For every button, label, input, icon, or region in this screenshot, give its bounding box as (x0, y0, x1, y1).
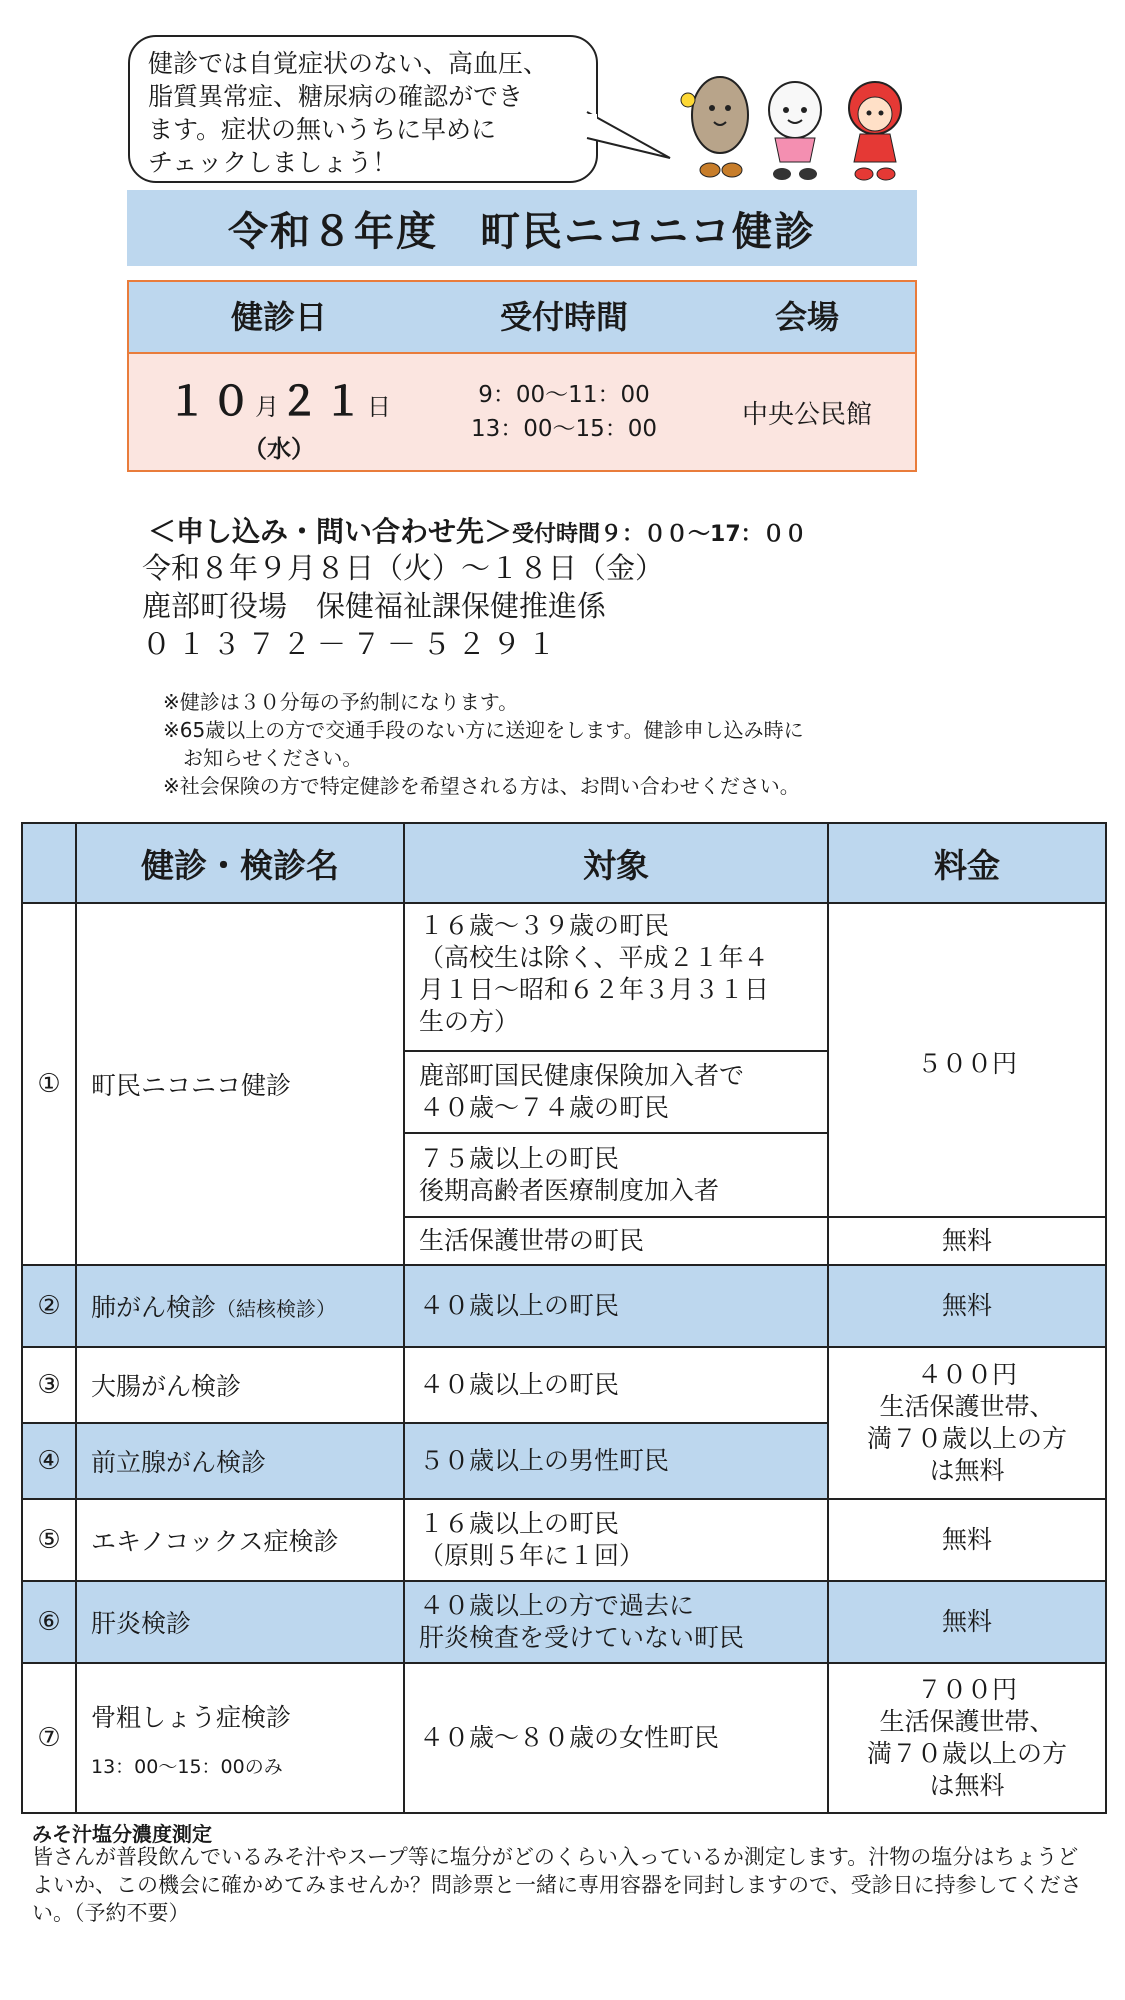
contact-hours: 受付時間９：００～17：００ (512, 522, 807, 547)
page-title: 令和８年度 町民ニコニコ健診 (127, 190, 917, 266)
bubble-tail (585, 110, 675, 170)
fee-cell: 無料 (828, 1265, 1106, 1347)
note-item: お知らせください。 (163, 746, 363, 770)
target-cell: 生活保護世帯の町民 (404, 1217, 828, 1265)
contact-phone: ０１３７２－７－５２９１ (142, 627, 563, 661)
schedule-box (127, 280, 917, 472)
bubble-line: ます。症状の無いうちに早めに (148, 115, 497, 144)
note-item: ※社会保険の方で特定健診を希望される方は、お問い合わせください。 (163, 774, 800, 798)
contact-period: 令和８年９月８日（火）～１８日（金） (142, 551, 665, 585)
exam-name: エキノコックス症検診 (76, 1499, 404, 1581)
exam-name: 肺がん検診 (91, 1293, 217, 1322)
miso-heading: みそ汁塩分濃度測定 (32, 1822, 212, 1846)
exam-name: 前立腺がん検診 (76, 1423, 404, 1499)
schedule-date (129, 370, 429, 464)
schedule-venue: 中央公民館 (741, 400, 872, 430)
date-month-unit: 月 (255, 393, 279, 421)
exam-name-cell (76, 1663, 404, 1813)
target-cell: ４０歳以上の町民 (404, 1347, 828, 1423)
row-number: ③ (22, 1347, 76, 1423)
exam-name: 町民ニコニコ健診 (76, 903, 404, 1265)
header-exam-name: 健診・検診名 (76, 823, 404, 903)
header-date: 健診日 (230, 298, 327, 336)
bubble-line: 脂質異常症、糖尿病の確認ができ (148, 82, 524, 111)
header-fee: 料金 (828, 823, 1106, 903)
exam-name-cell (76, 1265, 404, 1347)
fee-cell: 無料 (828, 1499, 1106, 1581)
header-venue: 会場 (774, 298, 839, 336)
date-weekday: （水） (243, 435, 315, 463)
header-target: 対象 (404, 823, 828, 903)
exam-name: 大腸がん検診 (76, 1347, 404, 1423)
fee-cell: ５００円 (828, 903, 1106, 1217)
fee-cell: ７００円 生活保護世帯、 満７０歳以上の方 は無料 (828, 1663, 1106, 1813)
exam-table (21, 822, 1107, 1814)
note-item: ※健診は３０分毎の予約制になります。 (163, 690, 519, 714)
fee-cell: ４００円 生活保護世帯、 満７０歳以上の方 は無料 (828, 1347, 1106, 1499)
exam-name-sub: 13：00～15：00のみ (91, 1755, 283, 1778)
date-month: １０ (167, 379, 255, 425)
fee-cell: 無料 (828, 1217, 1106, 1265)
bubble-line: 健診では自覚症状のない、高血圧、 (148, 49, 549, 78)
exam-name: 骨粗しょう症検診 (91, 1702, 292, 1732)
row-number: ① (22, 903, 76, 1265)
target-cell: ４０歳～８０歳の女性町民 (404, 1663, 828, 1813)
table-row (22, 1663, 1106, 1813)
table-header-row (22, 823, 1106, 903)
note-item: ※65歳以上の方で交通手段のない方に送迎をします。健診申し込み時に (163, 718, 804, 742)
table-row (22, 903, 1106, 1051)
schedule-body (129, 354, 915, 470)
schedule-header (129, 282, 915, 354)
contact-office: 鹿部町役場 保健福祉課保健推進係 (142, 589, 607, 623)
row-number: ② (22, 1265, 76, 1347)
girl-mascot-icon (849, 82, 901, 180)
time-morning: 9：00～11：00 (478, 382, 650, 408)
fee-cell: 無料 (828, 1581, 1106, 1663)
time-afternoon: 13：00～15：00 (470, 416, 658, 442)
table-row (22, 1265, 1106, 1347)
schedule-times (429, 378, 699, 446)
header-time: 受付時間 (499, 298, 628, 336)
row-number: ⑥ (22, 1581, 76, 1663)
date-day: ２１ (279, 379, 367, 425)
bubble-line: チェックしましょう！ (148, 148, 398, 177)
table-row (22, 1581, 1106, 1663)
target-cell: ４０歳以上の町民 (404, 1265, 828, 1347)
table-row (22, 1499, 1106, 1581)
row-number: ④ (22, 1423, 76, 1499)
table-row (22, 1347, 1106, 1423)
contact-title: ＜申し込み・問い合わせ先＞ (148, 515, 513, 548)
exam-name: 肝炎検診 (76, 1581, 404, 1663)
row-number: ⑤ (22, 1499, 76, 1581)
date-day-unit: 日 (367, 393, 391, 421)
miso-text: 皆さんが普段飲んでいるみそ汁やスープ等に塩分がどのくらい入っているか測定します。汁物の塩分はちょうどよいか、この機会に確かめてみませんか？問診票と一緒に専用容器を同封しますので、受診日に持参してください。（予約不要） (32, 1845, 1082, 1925)
target-cell: １６歳以上の町民 （原則５年に１回） (404, 1499, 828, 1581)
target-cell: ７５歳以上の町民 後期高齢者医療制度加入者 (404, 1133, 828, 1217)
speech-bubble (128, 35, 598, 183)
exam-name-sub: （結核検診） (216, 1297, 337, 1321)
target-cell: ５０歳以上の男性町民 (404, 1423, 828, 1499)
potato-mascot-icon (681, 77, 748, 177)
scallop-mascot-icon (769, 82, 821, 180)
contact-heading (148, 510, 807, 550)
target-cell: ４０歳以上の方で過去に 肝炎検査を受けていない町民 (404, 1581, 828, 1663)
target-cell: １６歳～３９歳の町民 （高校生は除く、平成２１年４ 月１日～昭和６２年３月３１日 生の方） (404, 903, 828, 1051)
mascot-illustration (670, 70, 920, 190)
row-number: ⑦ (22, 1663, 76, 1813)
header-blank (22, 823, 76, 903)
notes (163, 688, 804, 800)
target-cell: 鹿部町国民健康保険加入者で ４０歳～７４歳の町民 (404, 1051, 828, 1133)
